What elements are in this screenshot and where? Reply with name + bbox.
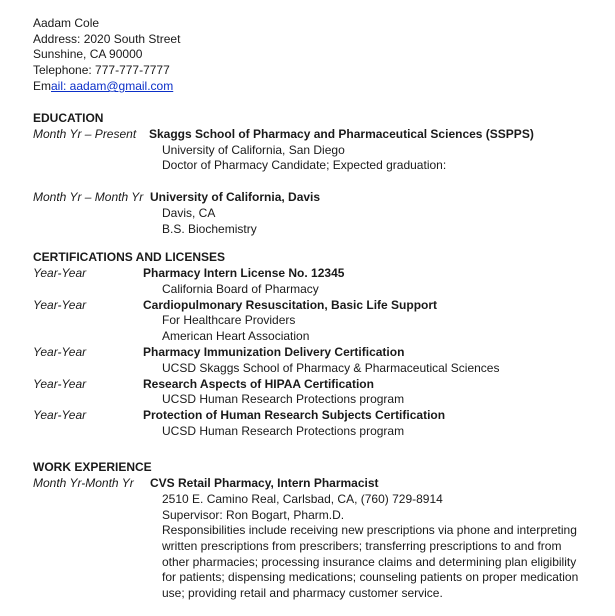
cert-detail: For Healthcare Providers bbox=[162, 313, 296, 327]
cert-title: Cardiopulmonary Resuscitation, Basic Life Support bbox=[143, 298, 438, 312]
work-dates: Month Yr-Month Yr bbox=[33, 476, 134, 490]
cert-dates: Year-Year bbox=[33, 266, 87, 280]
education-dates: Month Yr – Month Yr bbox=[33, 190, 144, 204]
cert-dates: Year-Year bbox=[33, 377, 87, 391]
cert-dates: Year-Year bbox=[33, 298, 87, 312]
cert-detail: UCSD Human Research Protections program bbox=[162, 392, 405, 406]
cert-dates: Year-Year bbox=[33, 408, 87, 422]
education-institution: University of California, Davis bbox=[150, 190, 321, 204]
education-detail: B.S. Biochemistry bbox=[162, 222, 257, 236]
work-title: CVS Retail Pharmacy, Intern Pharmacist bbox=[150, 476, 379, 490]
cert-title: Protection of Human Research Subjects Certification bbox=[143, 408, 446, 422]
education-detail: Davis, CA bbox=[162, 206, 216, 220]
email-label-prefix: Em bbox=[33, 79, 51, 93]
education-detail: University of California, San Diego bbox=[162, 143, 345, 157]
section-heading-certifications: CERTIFICATIONS AND LICENSES bbox=[33, 250, 226, 264]
cert-detail: American Heart Association bbox=[162, 329, 310, 343]
section-heading-education: EDUCATION bbox=[33, 111, 104, 125]
work-supervisor: Supervisor: Ron Bogart, Pharm.D. bbox=[162, 508, 345, 522]
section-heading-work: WORK EXPERIENCE bbox=[33, 460, 152, 474]
cert-dates: Year-Year bbox=[33, 345, 87, 359]
contact-city: Sunshine, CA 90000 bbox=[33, 47, 143, 61]
cert-detail: UCSD Human Research Protections program bbox=[162, 424, 405, 438]
contact-email-line bbox=[33, 79, 173, 94]
contact-address: Address: 2020 South Street bbox=[33, 32, 181, 46]
work-address: 2510 E. Camino Real, Carlsbad, CA, (760) 729-8914 bbox=[162, 492, 443, 506]
cert-title: Pharmacy Immunization Delivery Certification bbox=[143, 345, 405, 359]
cert-detail: California Board of Pharmacy bbox=[162, 282, 319, 296]
email-link[interactable]: ail: aadam@gmail.com bbox=[51, 79, 174, 93]
work-responsibilities: Responsibilities include receiving new prescriptions via phone and interpreting written prescriptions from prescribers; transferring prescriptions to and from other pharmacies; processing insurance claims and determining plan eligibility for patients; dispensing medications; counseling patients on proper medication use; providing retail and pharmacy customer service. bbox=[162, 523, 579, 601]
education-dates: Month Yr – Present bbox=[33, 127, 137, 141]
cert-detail: UCSD Skaggs School of Pharmacy & Pharmaceutical Sciences bbox=[162, 361, 500, 375]
contact-telephone: Telephone: 777-777-7777 bbox=[33, 63, 170, 77]
cert-title: Research Aspects of HIPAA Certification bbox=[143, 377, 374, 391]
contact-name: Aadam Cole bbox=[33, 16, 100, 30]
education-detail: Doctor of Pharmacy Candidate; Expected graduation: bbox=[162, 158, 447, 172]
cert-title: Pharmacy Intern License No. 12345 bbox=[143, 266, 345, 280]
education-institution: Skaggs School of Pharmacy and Pharmaceutical Sciences (SSPPS) bbox=[149, 127, 534, 141]
